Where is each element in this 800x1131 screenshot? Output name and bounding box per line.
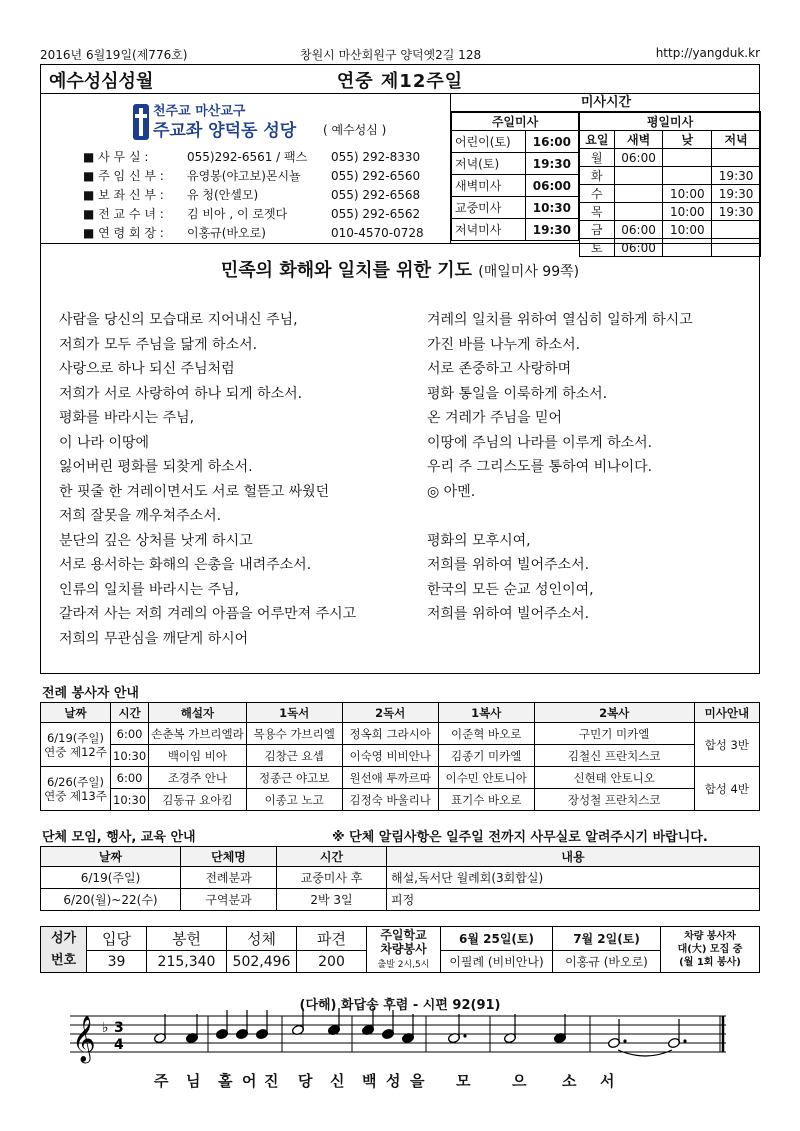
issue-date: 2016년 6월19일(제776호): [40, 48, 188, 62]
sunday-mass-table: [451, 112, 579, 241]
lyric-syllable: 을: [410, 1072, 425, 1090]
sunday-mass-header: 주일미사: [452, 113, 579, 131]
prayer-line: 평화를 바라시는 주님,: [59, 410, 195, 426]
prayer-line: 온 겨레가 주님을 믿어: [427, 410, 563, 426]
vehicle-recruit: 차량 봉사자: [684, 931, 736, 942]
contact-row: ■ 보 좌 신 부 : 유 청(안셀모) 055) 292-6568: [83, 188, 421, 202]
contact-row: ■ 연 령 회 장 : 이홍규(바오로) 010-4570-0728: [83, 226, 424, 240]
events-title: 단체 모임, 행사, 교육 안내: [42, 830, 196, 845]
prayer-box: [40, 244, 760, 674]
hymn-label: 성가: [50, 930, 77, 946]
prayer-line: [427, 504, 693, 529]
prayer-line: 서로 존중하고 사랑하며: [427, 361, 572, 377]
weekday-mass-table: [579, 112, 761, 257]
note-dot: [623, 1039, 626, 1042]
table-row: 월 06:00: [580, 149, 761, 167]
prayer-left-column: [59, 308, 356, 651]
table-row: 저녁미사 19:30: [452, 219, 579, 241]
contact-row: ■ 주 임 신 부 : 유영봉(야고보)몬시뇰 055) 292-6560: [83, 169, 421, 183]
table-row: 6/20(월)~22(수) 구역분과 2박 3일 피정: [41, 889, 760, 911]
lyric-syllable: 주: [154, 1072, 169, 1090]
events-notice: ※ 단체 알림사항은 일주일 전까지 사무실로 알려주시기 바랍니다.: [332, 830, 708, 845]
svg-text:4: 4: [114, 1037, 124, 1053]
prayer-line: 저희를 위하여 빌어주소서.: [427, 606, 590, 622]
service-title: 전례 봉사자 안내: [42, 686, 139, 701]
season-title: 예수성심성월: [49, 71, 154, 92]
prayer-line: 인류의 일치를 바라시는 주님,: [59, 581, 240, 598]
church-logo-icon: [131, 102, 151, 142]
contact-row: ■ 전 교 수 녀 : 김 비아 , 이 로젯다 055) 292-6562: [83, 207, 421, 221]
title-bar: [40, 64, 760, 94]
prayer-line: 평화 통일을 이룩하게 하소서.: [427, 385, 608, 402]
hymn-table: 성가 번호 입당 봉헌 성체 파견 주일학교 차량봉사 출발 2시,5시 6월 25일(토) 7월 2일(토) 차량 봉사자 대(大) 모집 중 (월 1회 봉사) 39 215,340 502,496 200 이필례 (비비안나) 이홍규 (바오로): [40, 926, 760, 973]
prayer-line: 분단의 깊은 상처를 낫게 하시고: [59, 532, 253, 549]
service-table: [40, 702, 760, 811]
table-row: 토 06:00: [580, 239, 761, 257]
prayer-line: 저희의 무관심을 깨닫게 하시어: [59, 630, 249, 647]
lyric-syllable: 어: [242, 1072, 257, 1090]
prayer-note: (매일미사 99쪽): [478, 264, 580, 280]
table-row: 6/26(주일) 연중 제13주 6:00 조경주 안나 정종근 야고보 원선애 투까르따 이수민 안토니아 신현태 안토니오 합성 4반: [41, 767, 760, 789]
mass-times: [450, 94, 760, 255]
prayer-line: 겨레의 일치를 위하여 열심히 일하게 하시고: [427, 312, 693, 328]
note-dot: [463, 1034, 466, 1037]
table-row: 새벽미사 06:00: [452, 175, 579, 197]
lyric-syllable: 서: [600, 1072, 615, 1090]
mass-times-title: 미사시간: [451, 94, 761, 112]
lyric-syllable: 으: [512, 1072, 527, 1090]
table-row: 10:30 백이임 비아 김창근 요셉 이숙영 비비안나 김종기 미카엘 김철신 프란치스코: [41, 745, 760, 767]
table-header-row: 요일 새벽 낮 저녁: [580, 131, 761, 149]
prayer-line: 저희가 모두 주님을 닮게 하소서.: [59, 336, 258, 353]
school-label: 주일학교: [380, 927, 427, 942]
table-header-row: 날짜 단체명 시간 내용: [41, 847, 760, 867]
website-url[interactable]: http://yangduk.kr: [655, 46, 760, 60]
contact-list: [83, 148, 463, 243]
lyric-syllable: 님: [186, 1072, 201, 1090]
psalm-lyrics: [0, 1070, 800, 1090]
table-header-row: 날짜 시간 해설자 1독서 2독서 1복사 2복사 미사안내: [41, 703, 760, 723]
church-name: 주교좌 양덕동 성당: [153, 121, 297, 141]
lyric-syllable: 성: [386, 1072, 401, 1090]
table-row: 6/19(주일) 전례분과 교중미사 후 해설,독서단 월례회(3회합실): [41, 867, 760, 889]
prayer-line: 저희를 위하여 빌어주소서.: [427, 557, 590, 573]
note-dot: [683, 1039, 686, 1042]
prayer-line: 잃어버린 평화를 되찾게 하소서.: [59, 459, 253, 475]
svg-text:𝄞: 𝄞: [72, 1016, 96, 1062]
prayer-line: 이 나라 이땅에: [59, 434, 150, 451]
lyric-syllable: 소: [562, 1072, 577, 1090]
prayer-line: 가진 바를 나누게 하소서.: [427, 336, 581, 353]
music-staff: [70, 1008, 726, 1064]
note-tie: [618, 1050, 672, 1056]
table-row: 어린이(토) 16:00: [452, 131, 579, 153]
diocese-name: 천주교 마산교구: [153, 104, 246, 119]
psalm-title: (다해) 화답송 후렴 - 시편 92(91): [299, 998, 501, 1013]
prayer-right-column: [427, 308, 693, 627]
prayer-line: 사랑으로 하나 되신 주님처럼: [59, 361, 235, 377]
prayer-line: 우리 주 그리스도를 통하여 비나이다.: [427, 459, 653, 475]
prayer-line: 저희 잘못을 깨우쳐주소서.: [59, 508, 222, 524]
prayer-line: 한국의 모든 순교 성인이여,: [427, 581, 594, 598]
prayer-line: 한 핏줄 한 겨레이면서도 서로 헐뜯고 싸웠던: [59, 483, 330, 500]
lyric-syllable: 당: [298, 1072, 313, 1090]
prayer-line: ◎ 아멘.: [427, 483, 476, 500]
prayer-line: 이땅에 주님의 나라를 이루게 하소서.: [427, 434, 653, 451]
weekday-mass-header: 평일미사: [580, 113, 761, 131]
church-address: 창원시 마산회원구 양덕옛2길 128: [300, 48, 482, 62]
svg-text:♭: ♭: [102, 1020, 109, 1036]
sunday-title: 연중 제12주일: [336, 71, 464, 92]
lyric-syllable: 신: [330, 1072, 345, 1090]
lyric-syllable: 백: [362, 1072, 377, 1090]
prayer-line: 저희가 서로 사랑하여 하나 되게 하소서.: [59, 385, 303, 402]
prayer-line: 평화의 모후시여,: [427, 532, 531, 549]
table-row: 목 10:00 19:30: [580, 203, 761, 221]
table-row: 금 06:00 10:00: [580, 221, 761, 239]
prayer-line: 갈라져 사는 저희 겨레의 아픔을 어루만져 주시고: [59, 606, 357, 622]
prayer-line: 서로 용서하는 화해의 은총을 내려주소서.: [59, 557, 312, 573]
top-line: [40, 46, 760, 62]
lyric-syllable: 진: [264, 1072, 279, 1090]
lyric-syllable: 모: [456, 1072, 471, 1090]
table-row: 저녁(토) 19:30: [452, 153, 579, 175]
lyric-syllable: 홀: [218, 1072, 233, 1090]
table-row: 화 19:30: [580, 167, 761, 185]
table-row: 6/19(주일) 연중 제12주 6:00 손춘복 가브리엘라 목용수 가브리엘 정옥희 그라시아 이준혁 바오로 구민기 미카엘 합성 3반: [41, 723, 760, 745]
table-row: 수 10:00 19:30: [580, 185, 761, 203]
church-patron: ( 예수성심 ): [323, 123, 387, 137]
prayer-title: 민족의 화해와 일치를 위한 기도 (매일미사 99쪽): [220, 260, 580, 281]
table-row: 교중미사 10:30: [452, 197, 579, 219]
prayer-line: 사람을 당신의 모습대로 지어내신 주님,: [59, 312, 298, 328]
svg-text:3: 3: [114, 1020, 124, 1036]
table-row: 10:30 김동규 요아킴 이종고 노고 김정숙 바울리나 표기수 바오로 장성철 프란치스코: [41, 789, 760, 811]
contact-row: ■ 사 무 실 : 055)292-6561 / 팩스 055) 292-8330: [83, 150, 421, 164]
events-table: [40, 846, 760, 911]
